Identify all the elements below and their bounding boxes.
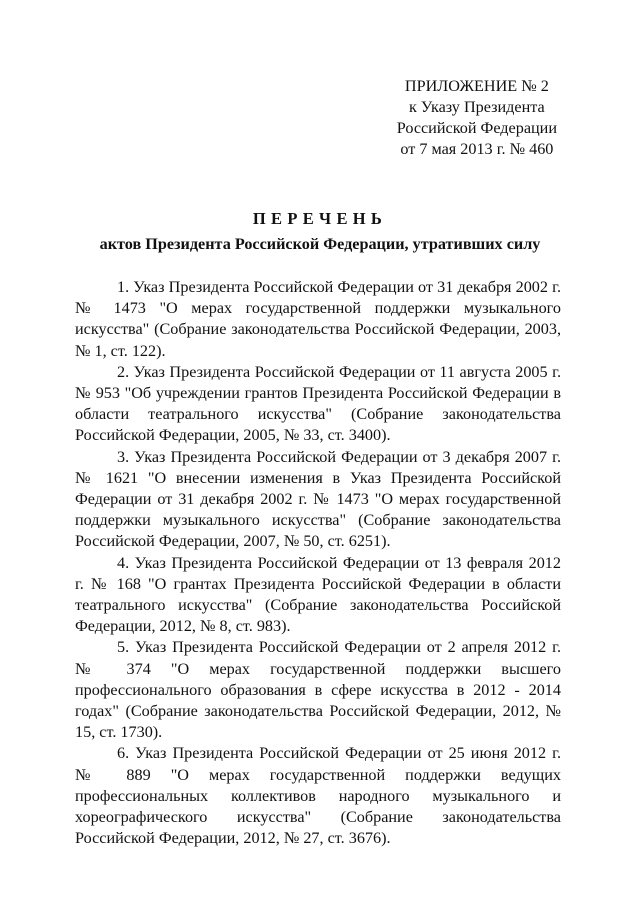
list-item: 4. Указ Президента Российской Федерации от 13 февраля 2012 г. № 168 "О грантах Президента Российской Федерации в области театрального искусства" (Собрание законодательства Российской Федерации, 2012, № 8, ст. 983). (75, 553, 561, 636)
list-item: 1. Указ Президента Российской Федерации от 31 декабря 2002 г. № 1473 "О мерах государственной поддержки музыкального искусства" (Собрание законодательства Российской Федерации, 2003, № 1, ст. 122). (75, 278, 561, 360)
list-item: 5. Указ Президента Российской Федерации от 2 апреля 2012 г. № 374 "О мерах государственной поддержки высшего профессионального образования в сфере искусства в 2012 - 2014 годах" (Собрание законодательства Российской Федерации, 2012, № 15, ст. 1730). (75, 638, 561, 742)
document-subtitle: актов Президента Российской Федерации, утративших силу (99, 235, 541, 253)
document-title: ПЕРЕЧЕНЬ (252, 209, 388, 228)
list-item: 6. Указ Президента Российской Федерации от 25 июня 2012 г. № 889 "О мерах государственной поддержки ведущих профессиональных коллективов народного музыкального и хореографического искусства" (Собрание законодательства Российской Федерации, 2012, № 27, ст. 3676). (75, 744, 561, 848)
appendix-federation: Российской Федерации (396, 119, 557, 137)
appendix-to-decree: к Указу Президента (409, 98, 545, 116)
appendix-label: ПРИЛОЖЕНИЕ № 2 (404, 77, 549, 95)
appendix-date-number: от 7 мая 2013 г. № 460 (400, 140, 554, 158)
list-item: 2. Указ Президента Российской Федерации от 11 августа 2005 г. № 953 "Об учреждении грантов Президента Российской Федерации в области театрального искусства" (Собрание законодательства Российской Федерации, 2005, № 33, ст. 3400). (75, 362, 561, 445)
appendix-header (397, 76, 557, 160)
acts-list (75, 277, 561, 849)
list-item: 3. Указ Президента Российской Федерации от 3 декабря 2007 г. № 1621 "О внесении изменения в Указ Президента Российской Федерации от 31 декабря 2002 г. № 1473 "О мерах государственной поддержки музыкального искусства" (Собрание законодательства Российской Федерации, 2007, № 50, ст. 6251). (75, 447, 561, 551)
